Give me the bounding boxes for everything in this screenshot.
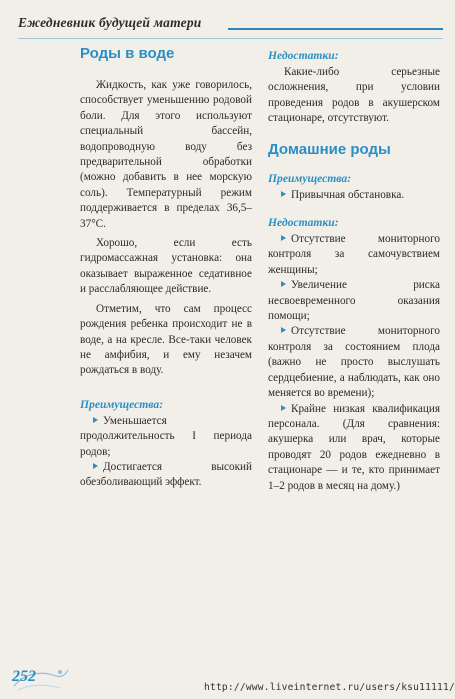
- bullet-arrow-icon: [281, 327, 286, 333]
- paragraph: Какие-либо серьезные осложнения, при условии проведения родов в акушерском стационаре, отсутствуют.: [268, 66, 440, 125]
- bullet-arrow-icon: [281, 235, 286, 241]
- watermark-url: http://www.liveinternet.ru/users/ksu11111/: [204, 682, 455, 693]
- list-item: Отсутствие мониторного контроля за самочувствием женщины;: [268, 233, 440, 276]
- bullet-arrow-icon: [281, 405, 286, 411]
- paragraph: Хорошо, если есть гидромассажная установка: она оказывает выраженное седативное и расслабляющее действие.: [80, 237, 252, 296]
- header-accent-line: [228, 28, 443, 30]
- paragraph: Жидкость, как уже говорилось, способствует уменьшению родовой боли. Для этого используют специальный бассейн, водопроводную воду без предварительной обработки (можно добавить в нее морскую соль). Температурный режим поддерживается в пределах 36,5–37°С.: [80, 79, 252, 230]
- list-item: Привычная обстановка.: [268, 188, 440, 203]
- subheading-home-cons: Недостатки:: [268, 216, 339, 230]
- list-item: Уменьшается продолжительность I периода родов;: [80, 414, 252, 458]
- bullet-arrow-icon: [281, 281, 286, 287]
- bullet-arrow-icon: [93, 463, 98, 469]
- subheading-cons: Недостатки:: [268, 49, 339, 62]
- page-number: 252: [12, 668, 36, 685]
- list-item: Достигается высокий обезболивающий эффект.: [80, 460, 252, 489]
- section-title-home-birth: Домашние роды: [268, 140, 391, 158]
- right-column: [268, 48, 440, 494]
- list-item: Увеличение риска несвоевременного оказания помощи;: [268, 279, 440, 323]
- paragraph: Отметим, что сам процесс рождения ребенка происходит не в воде, а на кресле. Все-таки человек не амфибия, и ему незачем рождаться в воду.: [80, 302, 252, 377]
- subheading-pros: Преимущества:: [80, 397, 164, 411]
- bullet-arrow-icon: [281, 191, 286, 197]
- running-header-title: Ежедневник будущей матери: [18, 15, 202, 30]
- header-rule: [18, 38, 443, 39]
- running-header: [0, 14, 455, 36]
- list-item: Крайне низкая квалификация персонала. (Для сравнения: акушерка или врач, которые проводят 20 родов ежедневно в стационаре — и те, кто принимает 1–2 родов в месяц на дому.): [268, 402, 440, 492]
- section-title-water-birth: Роды в воде: [80, 45, 175, 62]
- list-item: Отсутствие мониторного контроля за состоянием плода (важно не просто выслушать сердцебиение, а наблюдать, как оно меняется во времени);: [268, 325, 440, 400]
- left-column: [80, 45, 252, 491]
- subheading-home-pros: Преимущества:: [268, 171, 352, 185]
- bullet-arrow-icon: [93, 417, 98, 423]
